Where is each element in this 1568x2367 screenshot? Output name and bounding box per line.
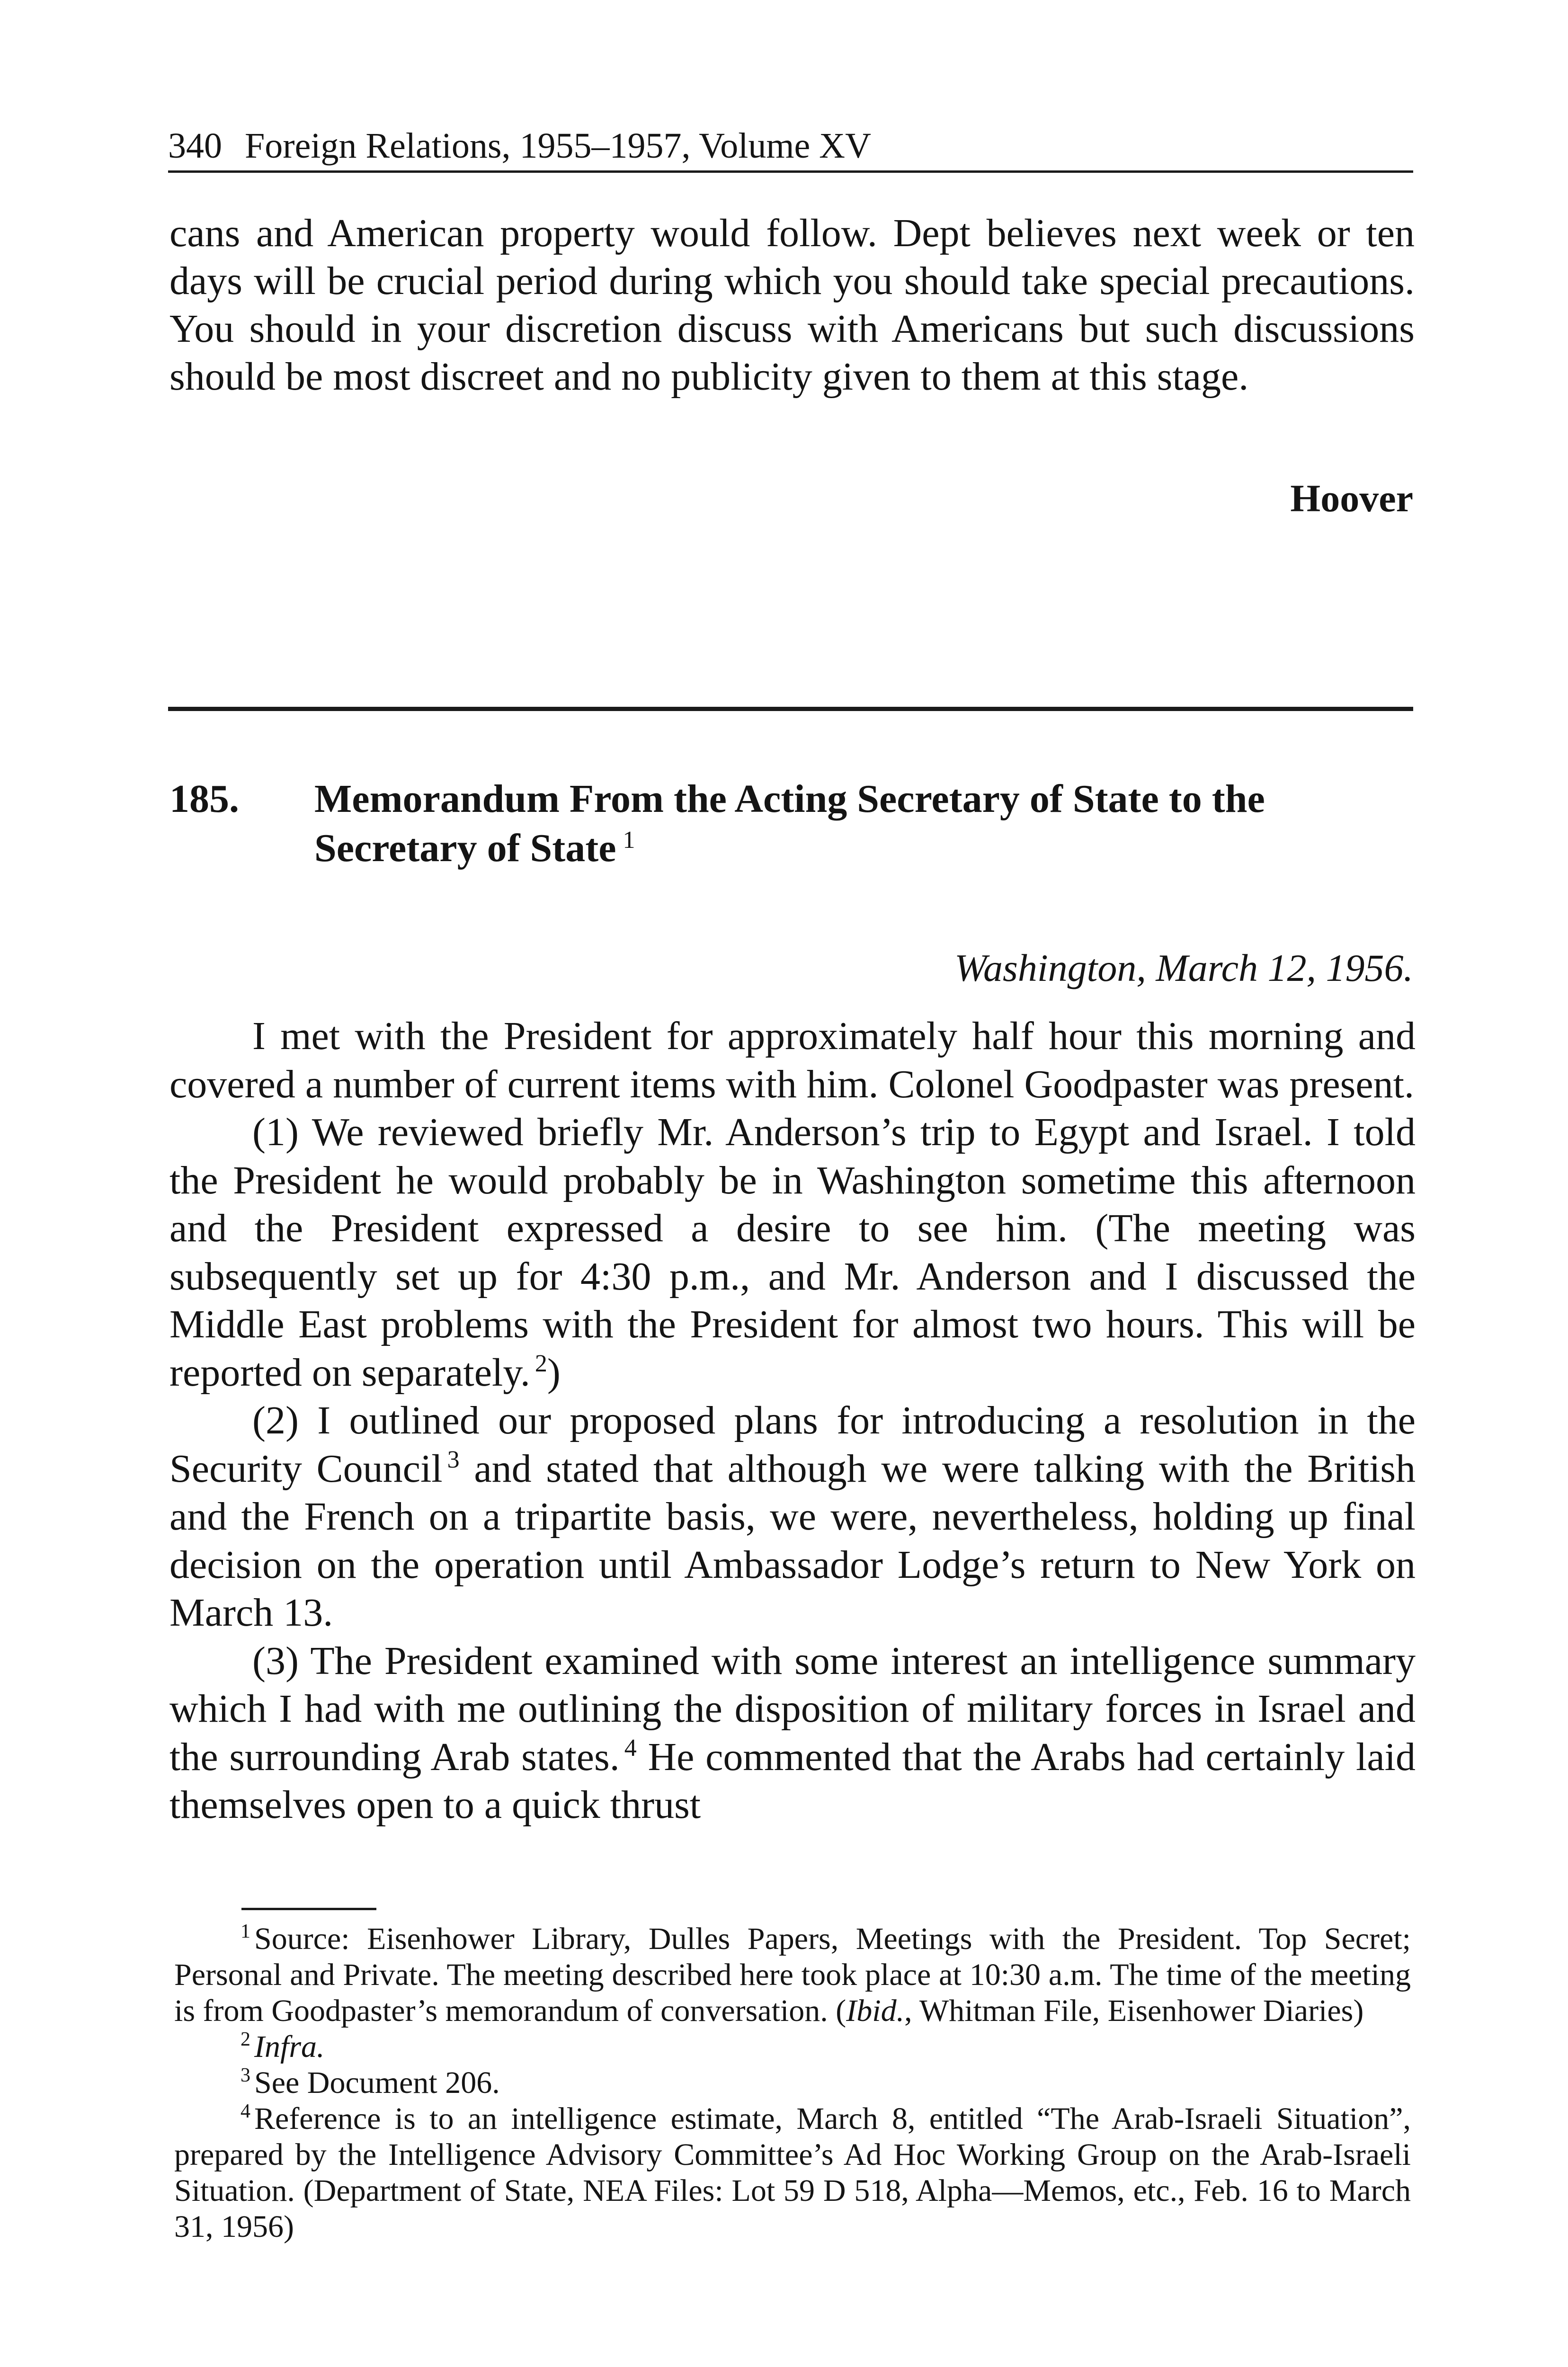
footnote-mark: 1 (241, 1921, 250, 1942)
paragraph-text: (2) I outlined our proposed plans for introducing a resolution in the Security Council (169, 1398, 1416, 1491)
footnote-text: Reference is to an intelligence estimate, March 8, entitled “The Arab-Israeli Situation”, prepared by the Intelligence Advisory Committee’s Ad Hoc Working Group on the Arab-Israeli Situation. (Department of State, NEA Files: Lot 59 D 518, Alpha—Memos, etc., Feb. 16 to March 31, 1956) (174, 2101, 1411, 2244)
footnote-ref-1: 1 (623, 827, 635, 854)
paragraph-text: ) (547, 1350, 561, 1395)
section-divider (168, 707, 1413, 711)
document-title-text: Memorandum From the Acting Secretary of State to the Secretary of State (314, 777, 1265, 870)
body-paragraph (169, 1108, 1416, 1397)
body-paragraph: I met with the President for approximately half hour this morning and covered a number of current items with him. Colonel Goodpaster was present. (169, 1014, 1416, 1106)
footnote-mark: 3 (241, 2064, 250, 2086)
document-number: 185. (169, 777, 239, 821)
footnote-1 (174, 1921, 1411, 2029)
paragraph-text: and stated that although we were talking with the British and the French on a tripartite basis, we were, nevertheless, holding up final decision on the operation until Ambassador Lodge’s return to New York on March 13. (169, 1446, 1416, 1635)
volume-title: Foreign Relations, 1955–1957, Volume XV (245, 126, 871, 166)
body-paragraph (169, 1397, 1416, 1637)
footnote-mark: 4 (241, 2100, 250, 2122)
footnote-text: , Whitman File, Eisenhower Diaries) (904, 1993, 1364, 2028)
footnote-ref-4: 4 (624, 1734, 637, 1762)
footnote-ref-2: 2 (535, 1350, 547, 1377)
paragraph-text: (1) We reviewed briefly Mr. Anderson’s trip to Egypt and Israel. I told the President he would probably be in Washington sometime this afternoon and the President expressed a desire to see him. (The meeting was subsequently set up for 4:30 p.m., and Mr. Anderson and I discussed the Middle East problems with the President for almost two hours. This will be reported on separately. (169, 1110, 1416, 1395)
footnote-text: Source: Eisenhower Library, Dulles Papers, Meetings with the President. Top Secret; Personal and Private. The meeting described here took place at 10:30 a.m. The time of the meeting is from Goodpaster’s memorandum of conversation. ( (174, 1922, 1411, 2028)
page-number: 340 (168, 126, 222, 166)
paragraph-text: He commented that the Arabs had certainly laid themselves open to a quick thrust (169, 1735, 1416, 1827)
memorandum-body (169, 1012, 1416, 1829)
footnote-mark: 2 (241, 2029, 250, 2050)
signature: Hoover (1290, 477, 1413, 520)
dateline: Washington, March 12, 1956. (954, 946, 1413, 989)
footnote-2 (174, 2029, 1411, 2065)
footnote-text: See Document 206. (254, 2065, 500, 2100)
footnote-3 (174, 2065, 1411, 2101)
footnote-rule (241, 1908, 376, 1910)
continued-paragraph: cans and American property would follow. Dept believes next week or ten days will be crucial period during which you should take special precautions. You should in your discretion discuss with Americans but such discussions should be most discreet and no publicity given to them at this stage. (169, 211, 1415, 399)
footnote-ref-3: 3 (447, 1446, 460, 1473)
paragraph-text: (3) The President examined with some interest an intelligence summary which I had with me outlining the disposition of military forces in Israel and the surrounding Arab states. (169, 1638, 1416, 1779)
body-paragraph (169, 1637, 1416, 1829)
running-head (168, 122, 1413, 173)
document-title (314, 774, 1417, 873)
footnotes (174, 1921, 1411, 2245)
footnote-text: Infra. (254, 2029, 325, 2064)
footnote-4 (174, 2101, 1411, 2245)
footnote-ibid: Ibid. (846, 1993, 905, 2028)
